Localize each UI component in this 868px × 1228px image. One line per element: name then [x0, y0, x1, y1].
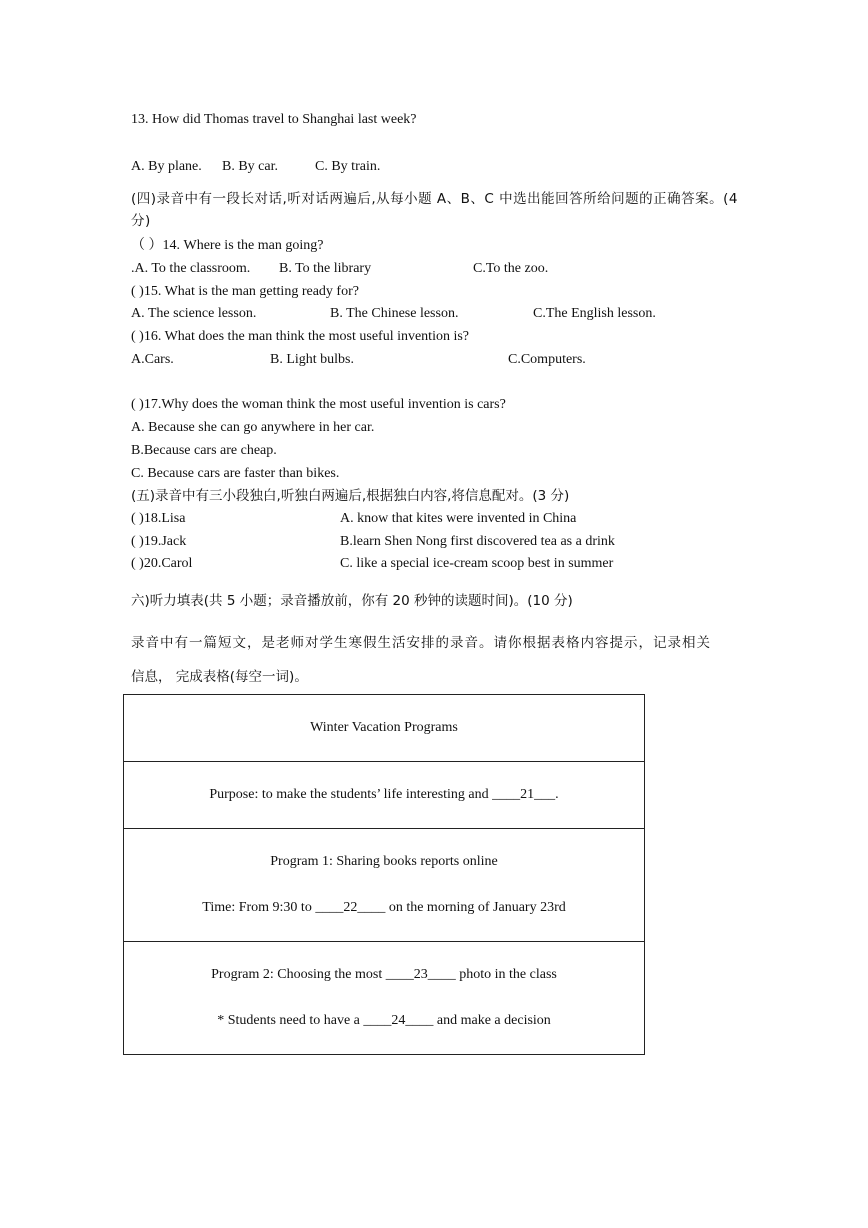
question-17: ( )17.Why does the woman think the most useful invention is cars? — [131, 397, 506, 412]
q14-option-b: B. To the library — [279, 261, 372, 276]
q14-option-c: C.To the zoo. — [473, 261, 549, 276]
table-program2-cell — [124, 942, 645, 1055]
match-left-18: ( )18.Lisa — [131, 511, 186, 526]
section-5-heading: (五)录音中有三小段独白,听独白两遍后,根据独白内容,将信息配对。(3 分) — [131, 488, 570, 504]
match-left-19: ( )19.Jack — [131, 534, 187, 549]
q15-option-c: C.The English lesson. — [533, 306, 656, 321]
q16-option-c: C.Computers. — [508, 352, 586, 367]
q13-option-b: B. By car. — [222, 159, 278, 174]
table-title: Winter Vacation Programs — [310, 720, 458, 735]
program1-time: Time: From 9:30 to ____22____ on the morning of January 23rd — [202, 900, 566, 915]
q17-option-a: A. Because she can go anywhere in her car. — [131, 420, 375, 435]
program2-note: * Students need to have a ____24____ and make a decision — [217, 1013, 551, 1028]
match-right-a: A. know that kites were invented in China — [340, 511, 577, 526]
section-6-instruction-2: 信息， 完成表格(每空一词)。 — [131, 669, 308, 685]
program2-title: Program 2: Choosing the most ____23____ photo in the class — [211, 967, 557, 982]
winter-vacation-table — [123, 694, 645, 1055]
table-program1-cell — [124, 829, 645, 942]
q15-option-b: B. The Chinese lesson. — [330, 306, 459, 321]
q15-option-a: A. The science lesson. — [131, 306, 257, 321]
q14-option-a: .A. To the classroom. — [131, 261, 251, 276]
table-purpose-cell — [124, 762, 645, 829]
match-right-b: B.learn Shen Nong first discovered tea as a drink — [340, 534, 615, 549]
q13-option-a: A. By plane. — [131, 159, 202, 174]
section-6-instruction-1: 录音中有一篇短文，是老师对学生寒假生活安排的录音。请你根据表格内容提示，记录相关 — [131, 635, 711, 651]
question-16: ( )16. What does the man think the most useful invention is? — [131, 329, 470, 344]
table-title-cell — [124, 695, 645, 762]
q17-option-c: C. Because cars are faster than bikes. — [131, 466, 340, 481]
match-right-c: C. like a special ice-cream scoop best in summer — [340, 556, 614, 571]
question-13: 13. How did Thomas travel to Shanghai last week? — [131, 112, 417, 127]
section-4-heading: (四)录音中有一段长对话,听对话两遍后,从每小题 A、B、C 中选出能回答所给问题的正确答案。(4 分) — [131, 191, 738, 229]
q16-option-b: B. Light bulbs. — [270, 352, 355, 367]
section-6-heading: 六)听力填表(共 5 小题；录音播放前，你有 20 秒钟的读题时间)。(10 分) — [131, 593, 573, 609]
match-left-20: ( )20.Carol — [131, 556, 193, 571]
q17-option-b: B.Because cars are cheap. — [131, 443, 277, 458]
program1-title: Program 1: Sharing books reports online — [270, 854, 498, 869]
q13-option-c: C. By train. — [315, 159, 381, 174]
purpose-text: Purpose: to make the students’ life interesting and ____21___. — [209, 787, 559, 802]
question-15: ( )15. What is the man getting ready for? — [131, 284, 359, 299]
q16-option-a: A.Cars. — [131, 352, 174, 367]
question-14: （ ）14. Where is the man going? — [131, 238, 324, 253]
